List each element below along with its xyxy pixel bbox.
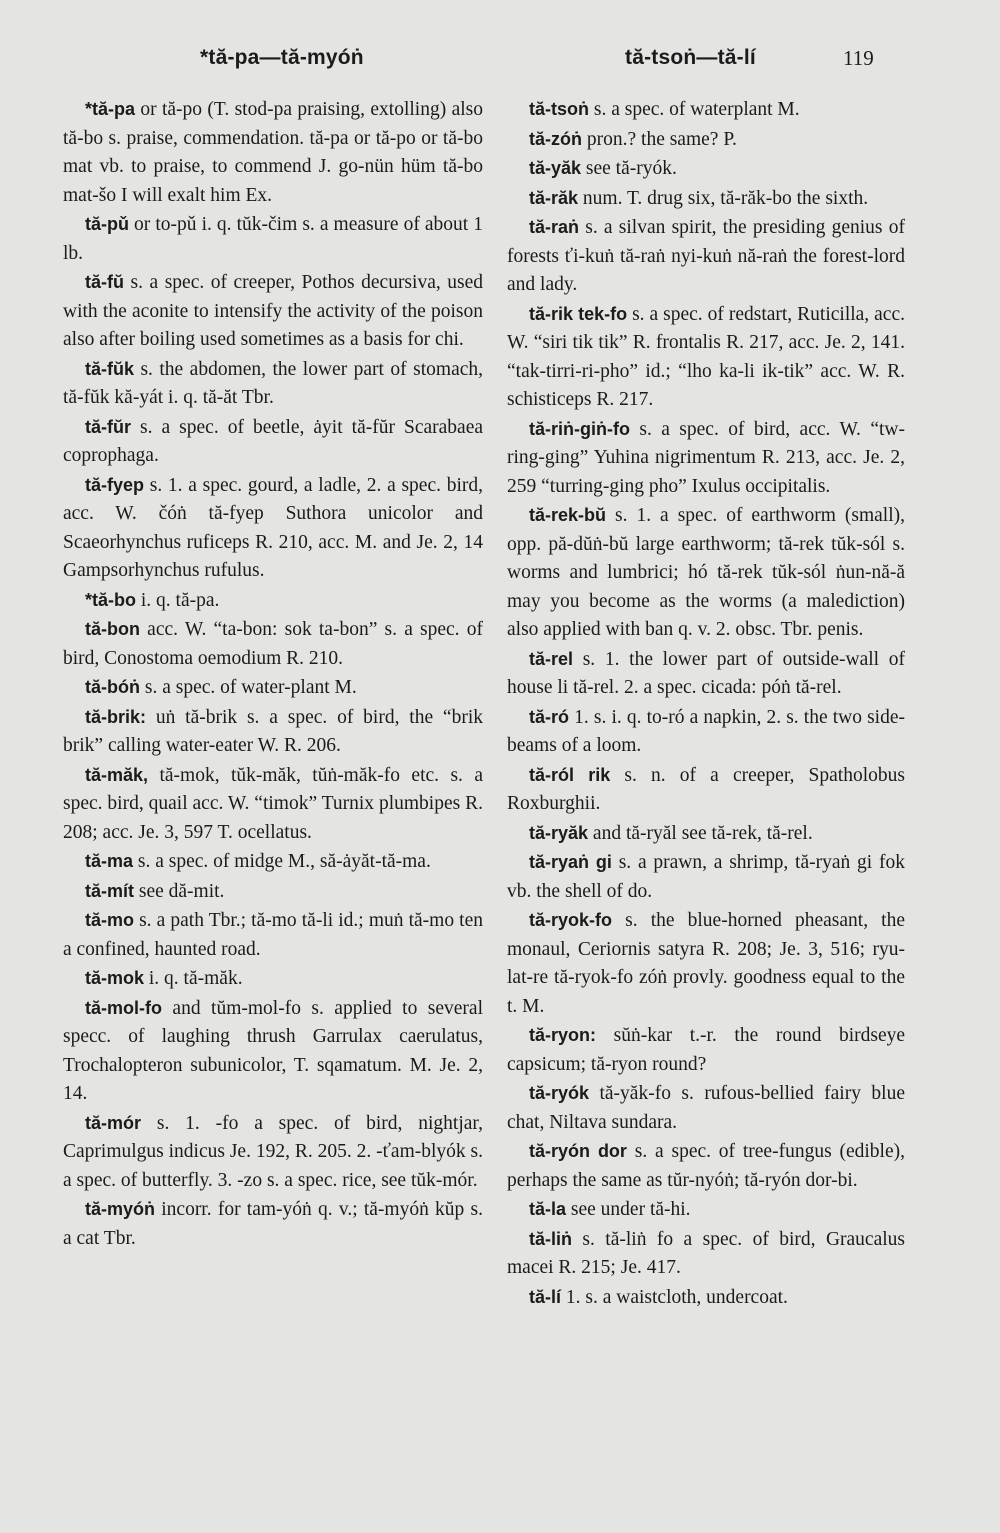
headword: tă-ryaṅ gi (529, 852, 612, 872)
dictionary-entry (507, 1137, 905, 1195)
dictionary-entry (63, 964, 483, 994)
dictionary-entry (507, 1195, 905, 1225)
dictionary-entry (63, 673, 483, 703)
headword: tă-ma (85, 851, 134, 871)
dictionary-entry (63, 847, 483, 877)
dictionary-entry (507, 1225, 905, 1283)
headword: tă-ryăk (529, 822, 589, 843)
definition: s. a spec. of bird, acc. W. “tw-ring-ging” Yuhina nigrimentum R. 213, acc. Je. 2, 259 “turring-ging pho” Ixulus occipitalis. (507, 418, 905, 497)
dictionary-entry (63, 210, 483, 268)
headword: tă-fyep (85, 474, 145, 495)
dictionary-entry (63, 586, 483, 616)
definition: or tă-po (T. stod-pa praising, extolling) also tă-bo s. praise, commendation. tă-pa or tă-po or tă-bo mat vb. to praise, to commend J. go-nün hüm tă-bo mat-šo I will exalt him Ex. (63, 99, 483, 206)
definition: s. the blue-horned pheasant, the monaul, Ceriornis satyra R. 208; Je. 3, 516; ryu-lat-re tă-ryok-fo zóṅ provly. goodness equal to the t. M. (507, 910, 905, 1017)
definition: tă-mok, tŭk-măk, tŭṅ-măk-fo etc. s. a spec. bird, quail acc. W. “timok” Turnix plumbipes R. 208; acc. Je. 3, 597 T. ocellatus. (63, 764, 483, 843)
dictionary-entry (63, 268, 483, 355)
headword: tă-bóṅ (85, 677, 140, 697)
definition: s. a spec. of beetle, ȧyit tă-fŭr Scarabaea coprophaga. (63, 416, 483, 466)
headword: tă-ról rik (529, 764, 611, 785)
dictionary-entry (63, 703, 483, 761)
definition: s. a prawn, a shrimp, tă-ryaṅ gi fok vb. the shell of do. (507, 852, 905, 902)
dictionary-entry (507, 95, 905, 125)
dictionary-entry (507, 819, 905, 849)
headword: tă-ryón dor (529, 1141, 627, 1161)
definition: or to-pǔ i. q. tŭk-čim s. a measure of about 1 lb. (63, 214, 483, 264)
definition: see tă-ryók. (581, 158, 677, 179)
dictionary-entry (63, 95, 483, 210)
page-number: 119 (843, 46, 874, 70)
dictionary-entry (507, 125, 905, 155)
definition: s. 1. a spec. of earthworm (small), opp. pă-dŭṅ-bŭ large earthworm; tă-rek tŭk-sól s. worms and lumbrici; hó tă-rek tŭk-sól ṅun-nă-ă may you become as the worms (a malediction) also applied with ban q. v. 2. obsc. Tbr. penis. (507, 505, 905, 640)
headword: tă-măk, (85, 764, 149, 785)
dictionary-entry (63, 761, 483, 848)
headword: tă-ryok-fo (529, 910, 613, 930)
definition: s. a silvan spirit, the presiding genius of forests ťi-kuṅ tă-raṅ nyi-kuṅ nă-raṅ the forest-lord and lady. (507, 217, 905, 295)
dictionary-entry (63, 994, 483, 1109)
headword: tă-fŭr (85, 416, 131, 437)
dictionary-entry (507, 1079, 905, 1137)
dictionary-entry (63, 1195, 483, 1253)
dictionary-entry (507, 213, 905, 300)
dictionary-entry (63, 413, 483, 471)
definition: s. 1. a spec. gourd, a ladle, 2. a spec. bird, acc. W. čóṅ tă-fyep Suthora unicolor and Scaeorhynchus ruficeps R. 210, acc. M. and Je. 2, 14 Gampsorhynchus rufulus. (63, 474, 483, 581)
headword: tă-mo (85, 910, 134, 930)
definition: s. a spec. of tree-fungus (edible), perhaps the same as tŭr-nyóṅ; tă-ryón dor-bi. (507, 1141, 905, 1191)
headword: tă-rel (529, 648, 574, 669)
definition: and tŭm-mol-fo s. applied to several specc. of laughing thrush Garrulax caerulatus, Trochalopteron subunicolor, T. sqamatum. M. Je. 2, 14. (63, 997, 483, 1104)
dictionary-entry (63, 1109, 483, 1196)
headword: tă-riṅ-giṅ-fo (529, 418, 630, 439)
headword: tă-ryon: (529, 1025, 596, 1045)
running-head-left: *tă-pa—tă-myóṅ (200, 46, 364, 69)
headword: tă-mol-fo (85, 997, 162, 1018)
headword: tă-brik: (85, 706, 147, 727)
dictionary-entry (507, 501, 905, 645)
dictionary-entry (63, 615, 483, 673)
dictionary-entry (507, 761, 905, 819)
headword: tă-raṅ (529, 217, 580, 237)
definition: s. a spec. of waterplant M. (589, 99, 800, 120)
definition: num. T. drug six, tă-răk-bo the sixth. (578, 187, 869, 209)
headword: tă-mok (85, 968, 145, 988)
definition: sŭṅ-kar t.-r. the round birdseye capsicum; tă-ryon round? (507, 1025, 905, 1075)
definition: tă-yăk-fo s. rufous-bellied fairy blue chat, Niltava sundara. (507, 1083, 905, 1133)
headword: tă-zóṅ (529, 128, 582, 149)
definition: s. 1. -fo a spec. of bird, nightjar, Caprimulgus indicus Je. 192, R. 205. 2. -ťam-blyók s. a spec. of butterfly. 3. -zo s. a spec. rice, see tŭk-mór. (63, 1112, 483, 1191)
definition: 1. s. a waistcloth, undercoat. (561, 1286, 788, 1308)
headword: tă-rek-bŭ (529, 505, 607, 525)
definition: s. a path Tbr.; tă-mo tă-li id.; muṅ tă-mo ten a confined, haunted road. (63, 910, 483, 960)
dictionary-entry (63, 906, 483, 964)
dictionary-entry (507, 703, 905, 761)
left-column (63, 95, 483, 1253)
headword: tă-răk (529, 187, 579, 208)
dictionary-entry (507, 415, 905, 502)
definition: i. q. tă-pa. (136, 589, 220, 611)
headword: tă-la (529, 1199, 567, 1219)
headword: tă-rik tek-fo (529, 303, 628, 324)
dictionary-entry (507, 1021, 905, 1079)
headword: tă-tsoṅ (529, 99, 589, 119)
headword: tă-bon (85, 619, 140, 639)
definition: 1. s. i. q. to-ró a napkin, 2. s. the two side-beams of a loom. (507, 706, 905, 756)
headword: tă-liṅ (529, 1228, 572, 1249)
definition: pron.? the same? P. (582, 128, 737, 150)
headword: tă-yăk (529, 158, 582, 178)
definition: s. a spec. of water-plant M. (139, 677, 357, 698)
dictionary-entry (507, 848, 905, 906)
dictionary-entry (507, 184, 905, 214)
dictionary-entry (507, 300, 905, 415)
dictionary-entry (63, 355, 483, 413)
dictionary-entry (507, 154, 905, 184)
headword: tă-mór (85, 1112, 142, 1133)
definition: s. tă-liṅ fo a spec. of bird, Graucalus macei R. 215; Je. 417. (507, 1228, 905, 1278)
definition: and tă-ryăl see tă-rek, tă-rel. (588, 822, 813, 844)
definition: see dă-mit. (134, 880, 225, 902)
headword: *tă-bo (85, 589, 136, 610)
definition: see under tă-hi. (566, 1199, 691, 1220)
dictionary-entry (63, 877, 483, 907)
definition: s. n. of a creeper, Spatholobus Roxburghii. (507, 764, 905, 814)
definition: uṅ tă-brik s. a spec. of bird, the “brik brik” calling water-eater W. R. 206. (63, 706, 483, 756)
headword: tă-ró (529, 706, 569, 727)
dictionary-entry (507, 645, 905, 703)
headword: tă-mít (85, 880, 134, 901)
dictionary-entry (507, 906, 905, 1021)
dictionary-entry (507, 1283, 905, 1313)
definition: s. the abdomen, the lower part of stomach, tă-fŭk kă-yát i. q. tă-ăt Tbr. (63, 358, 483, 408)
definition: s. 1. the lower part of outside-wall of house li tă-rel. 2. a spec. cicada: póṅ tă-rel. (507, 648, 905, 698)
headword: tă-fŭk (85, 358, 134, 379)
headword: tă-myóṅ (85, 1199, 156, 1219)
definition: s. a spec. of midge M., să-ȧyăt-tă-ma. (133, 851, 431, 872)
definition: incorr. for tam-yóṅ q. v.; tă-myóṅ kŭp s. a cat Tbr. (63, 1199, 483, 1249)
definition: s. a spec. of creeper, Pothos decursiva, used with the aconite to intensify the activity of the poison also after boiling used sometimes as a basis for chi. (63, 272, 483, 350)
headword: tă-ryók (529, 1083, 590, 1103)
running-head-right: tă-tsoṅ—tă-lí (625, 46, 756, 69)
headword: tă-pǔ (85, 214, 129, 234)
headword: tă-lí (529, 1286, 562, 1307)
definition: i. q. tă-măk. (144, 968, 243, 989)
definition: s. a spec. of redstart, Ruticilla, acc. W. “siri tik tik” R. frontalis R. 217, acc. Je. 2, 141. “tak-tirri-ri-pho” id.; “lho ka-li ik-tik” acc. W. R. schisticeps R. 217. (507, 303, 905, 410)
right-column (507, 95, 905, 1312)
headword: tă-fŭ (85, 272, 124, 292)
dictionary-entry (63, 471, 483, 586)
definition: acc. W. “ta-bon: sok ta-bon” s. a spec. of bird, Conostoma oemodium R. 210. (63, 619, 483, 669)
headword: *tă-pa (85, 99, 136, 119)
